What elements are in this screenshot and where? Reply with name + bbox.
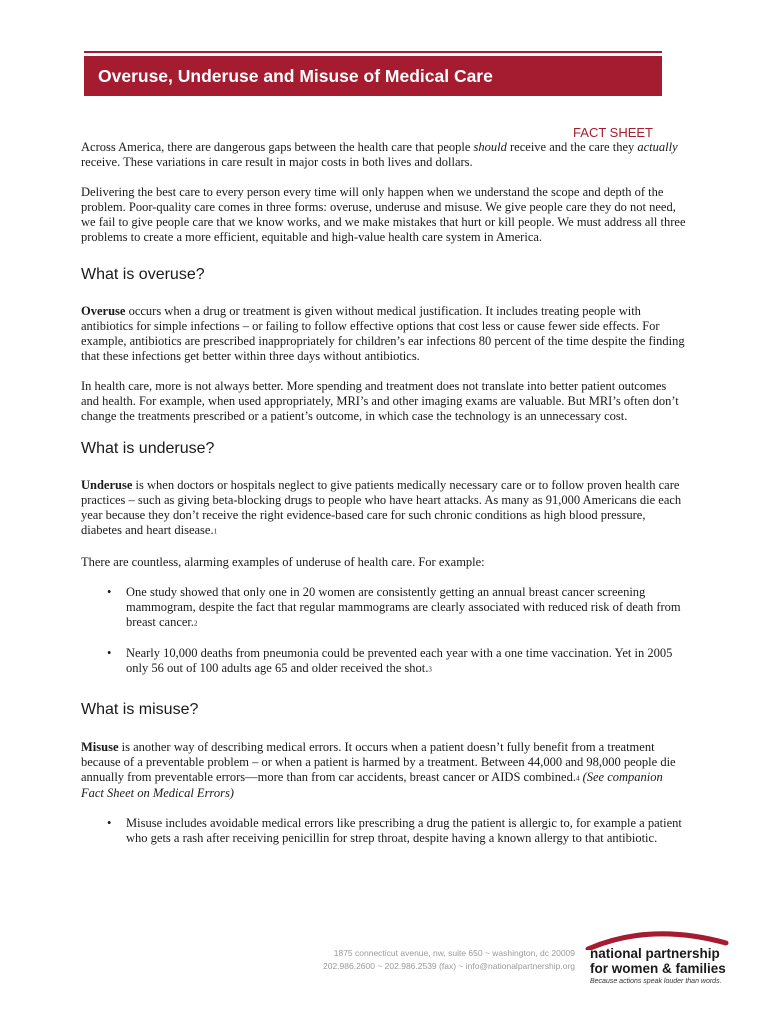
doc-type-label: FACT SHEET: [573, 125, 653, 140]
footer-phone-line: 202.986.2600 ~ 202.986.2539 (fax) ~ info@nationalpartnership.org: [322, 961, 575, 971]
misuse-term: Misuse: [81, 739, 119, 754]
bullet-icon: •: [107, 816, 112, 830]
bullet-icon: •: [107, 646, 112, 660]
document-body: [81, 140, 687, 861]
overuse-heading: What is overuse?: [81, 266, 205, 283]
misuse-heading: What is misuse?: [81, 700, 199, 718]
logo-tagline: Because actions speak louder than words.: [590, 978, 722, 985]
page-title: Overuse, Underuse and Misuse of Medical Care: [98, 65, 493, 86]
underuse-term: Underuse: [81, 478, 133, 492]
misuse-paragraph-1: Misuse is another way of describing medical errors. It occurs when a patient doesn’t fully benefit from a treatment because of a preventable problem – or when a patient is harmed by a treatment. Between 44,000 and 98,000 people die annually from preventable errors—more than from car accidents, breast cancer or AIDS combined.$^4$ (See companion Fact Sheet on Medical Errors): [81, 739, 676, 800]
list-item: • Misuse includes avoidable medical errors like prescribing a drug the patient is allergic to, for example a patient who gets a rash after receiving penicillin for strep throat, despite having a known allergy to that antibiotic.: [107, 816, 682, 845]
bullet-icon: •: [107, 584, 112, 599]
logo-org-name-line2: for women & families: [590, 961, 726, 976]
list-item: • Nearly 10,000 deaths from pneumonia could be prevented each year with a one time vaccination. Yet in 2005 only 56 out of 100 adults age 65 and older received the shot.$^3$: [107, 646, 673, 675]
overuse-term: Overuse: [81, 304, 126, 318]
underuse-heading: What is underuse?: [81, 440, 215, 457]
footer-contact: [323, 947, 575, 973]
logo-org-name-line1: national partnership: [590, 946, 720, 961]
footnote-ref: 3: [428, 665, 432, 674]
footnote-ref: 1: [213, 527, 218, 536]
overuse-paragraph-1: Overuse occurs when a drug or treatment is given without medical justification. It includes treating people with antibiotics for simple infections – or failing to follow effective options that cost less or cause fewer side effects. For example, antibiotics are prescribed inappropriately for children’s ear infections 80 percent of the time despite the finding that these infections get better within three days without antibiotics.: [81, 304, 685, 363]
companion-note: (See companion Fact Sheet on Medical Errors): [81, 769, 663, 800]
misuse-examples-list: [81, 816, 687, 846]
footnote-ref: 4: [575, 774, 580, 782]
overuse-paragraph-2: In health care, more is not always better. More spending and treatment does not translate into better patient outcomes and health. For example, when used appropriately, MRI’s and other imaging exams are valuable. But MRI’s often don’t change the treatments prescribed or a patient’s outcome, in which case the technology is an unnecessary cost.: [81, 379, 679, 423]
footer-address-line: 1875 connecticut avenue, nw, suite 650 ~ washington, dc 20009: [333, 948, 575, 958]
underuse-paragraph-2: There are countless, alarming examples of underuse of health care. For example:: [81, 554, 485, 569]
title-banner: [84, 56, 662, 96]
list-item: • One study showed that only one in 20 women are consistently getting an annual breast cancer screening mammogram, despite the fact that regular mammograms are clearly associated with reduced risk of death from breast cancer.$^2$: [107, 584, 681, 629]
organization-logo: [580, 928, 730, 998]
underuse-examples-list: [81, 585, 687, 678]
intro-paragraph-2: Delivering the best care to every person every time will only happen when we understand the scope and depth of the problem. Poor-quality care comes in three forms: overuse, underuse and misuse. We give people care they do not need, we fail to give people care that we know works, and we make mistakes that hurt or kill people. We must address all three problems to create a more efficient, equitable and high-value health care system in America.: [81, 185, 686, 244]
intro-paragraph-1: Across America, there are dangerous gaps between the health care that people should receive and the care they actually receive. These variations in care result in major costs in both lives and dollars.: [81, 140, 678, 169]
footnote-ref: 2: [194, 619, 198, 627]
underuse-paragraph-1: Underuse is when doctors or hospitals neglect to give patients medically necessary care or to follow proven health care practices – such as giving beta-blocking drugs to people who have heart attacks. As many as 91,000 Americans die each year because they don’t receive the right evidence-based care for such chronic conditions as high blood pressure, diabetes and heart disease.$^1$: [81, 478, 682, 537]
header-rule: [84, 51, 662, 53]
